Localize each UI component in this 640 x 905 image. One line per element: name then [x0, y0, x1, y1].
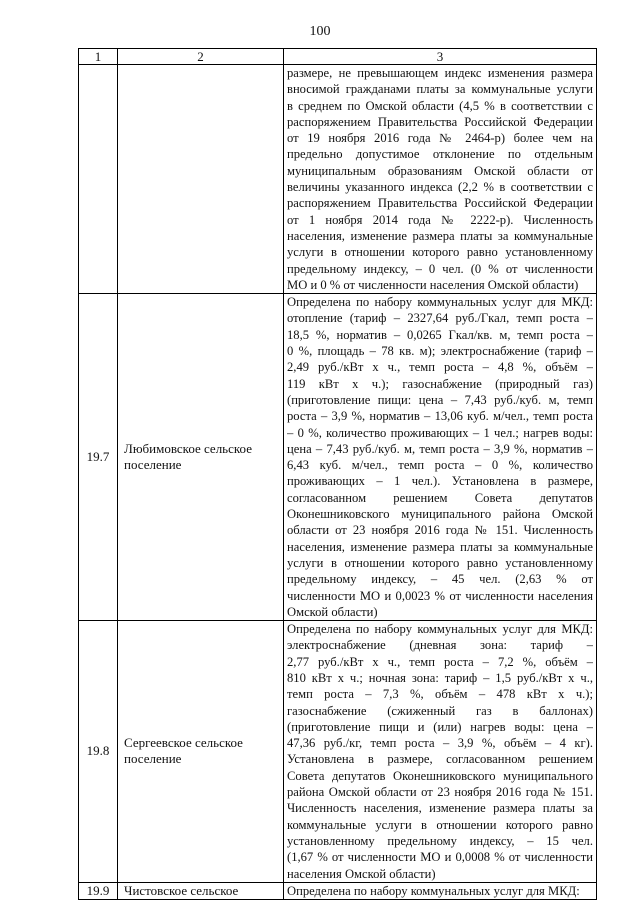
text-line: проживающих – 1 чел.). Установлена в размере,: [287, 474, 593, 489]
text-line: 0 %, площадь – 78 кв. м); электроснабжение (тариф –: [287, 344, 593, 359]
text-line: согласованном решением Совета депутатов: [287, 490, 593, 505]
table-row: [79, 621, 597, 883]
text-line: (1,67 % от численности МО и 0,0008 % от численности: [287, 850, 593, 865]
text-line: – 0 %, количество проживающих – 1 чел.; нагрев воды:: [287, 425, 593, 440]
text-line: темп роста – 7,3 %, объём – 478 кВт х ч.);: [287, 687, 593, 702]
text-line: услуги в отношении которого равно установленному: [287, 245, 593, 260]
table-row: [79, 294, 597, 621]
description-cell: [284, 65, 597, 294]
row-number: 19.8: [79, 621, 118, 883]
text-line: установленному предельному индексу, – 15 чел.: [287, 833, 593, 848]
settlement-name: Сергеевское сельское поселение: [118, 621, 284, 883]
column-header: 2: [118, 49, 284, 65]
settlement-name: [118, 65, 284, 294]
description-cell: [284, 882, 597, 899]
text-line: Определена по набору коммунальных услуг для МКД:: [287, 295, 593, 310]
text-line: 810 кВт х ч.; ночная зона: тариф – 1,5 руб./кВт х ч.,: [287, 670, 593, 685]
text-line: области от 23 ноября 2016 года № 151. Численность: [287, 523, 593, 538]
text-line: от 19 ноября 2016 года № 2464-р) более чем на: [287, 131, 593, 146]
text-line: района Омской области от 23 ноября 2016 года № 151.: [287, 785, 593, 800]
text-line: МО и 0 % от численности населения Омской области): [287, 277, 579, 292]
text-line: газоснабжение (сжиженный газ в баллонах): [287, 703, 593, 718]
column-header: 1: [79, 49, 118, 65]
description-cell: [284, 621, 597, 883]
text-line: величины указанного индекса (2,2 % в соответствии с: [287, 180, 593, 195]
text-line: Определена по набору коммунальных услуг для МКД:: [287, 883, 580, 898]
text-line: Установлена в размере, согласованном решением: [287, 752, 593, 767]
text-line: 47,36 руб./кг, темп роста – 3,9 %, объём – 4 кг).: [287, 736, 593, 751]
text-line: распоряжением Правительства Российской Федерации: [287, 196, 593, 211]
row-number: 19.7: [79, 294, 118, 621]
text-line: предельно допустимое отклонение по отдельным: [287, 147, 593, 162]
text-line: от 1 ноября 2014 года № 2222-р). Численность: [287, 212, 593, 227]
text-line: распоряжением Правительства Российской Федерации: [287, 114, 593, 129]
text-line: населения, изменение размера платы за коммунальные: [287, 228, 593, 243]
table-row: [79, 65, 597, 294]
text-line: численности МО и 0,0023 % от численности населения: [287, 588, 593, 603]
settlement-name: Любимовское сельское поселение: [118, 294, 284, 621]
column-header: 3: [284, 49, 597, 65]
text-line: 2,77 руб./кВт х ч., темп роста – 7,2 %, объём –: [287, 654, 593, 669]
text-line: населения, изменение размера платы за коммунальные: [287, 539, 593, 554]
text-line: предельному индексу, – 0 чел. (0 % от численности: [287, 261, 593, 276]
table-header-row: [79, 49, 597, 65]
text-line: отопление (тариф – 2327,64 руб./Гкал, темп роста –: [287, 311, 593, 326]
text-line: Определена по набору коммунальных услуг для МКД:: [287, 622, 593, 637]
text-line: Омской области): [287, 604, 378, 619]
text-line: в среднем по Омской области (4,5 % в соответствии с: [287, 98, 593, 113]
text-line: 119 кВт х ч.); газоснабжение (природный газ): [287, 376, 593, 391]
text-line: 2,49 руб./кВт х ч., темп роста – 4,8 %, объём –: [287, 360, 593, 375]
text-line: Оконешниковского муниципального района Омской: [287, 507, 593, 522]
table-row: [79, 882, 597, 899]
text-line: роста – 3,9 %, норматив – 13,06 куб. м/чел., темп роста: [287, 409, 593, 424]
text-line: электроснабжение (дневная зона: тариф –: [287, 638, 593, 653]
settlement-name: Чистовское сельское: [118, 882, 284, 899]
text-line: Совета депутатов Оконешниковского муниципального: [287, 768, 593, 783]
text-line: предельному индексу, – 45 чел. (2,63 % от: [287, 572, 593, 587]
data-table: [78, 48, 597, 900]
row-number: [79, 65, 118, 294]
description-cell: [284, 294, 597, 621]
text-line: цена – 7,43 руб./куб. м, темп роста – 3,9 %, норматив –: [287, 441, 593, 456]
text-line: вносимой гражданами платы за коммунальные услуги: [287, 82, 593, 97]
text-line: Численность населения, изменение размера платы за: [287, 801, 593, 816]
text-line: населения Омской области): [287, 866, 436, 881]
text-line: размере, не превышающем индекс изменения размера: [287, 66, 593, 80]
text-line: (приготовление пищи: цена – 7,43 руб./куб. м, темп: [287, 392, 593, 407]
text-line: 6,43 куб. м/чел., темп роста – 0 %, количество: [287, 458, 593, 473]
text-line: (приготовление пищи и (или) нагрев воды: цена –: [287, 719, 593, 734]
text-line: 18,5 %, норматив – 0,0265 Гкал/кв. м, темп роста –: [287, 327, 593, 342]
text-line: муниципальным образованиям Омской области от: [287, 163, 593, 178]
page-number: 100: [309, 24, 331, 39]
text-line: коммунальные услуги в отношении которого равно: [287, 817, 593, 832]
text-line: услуги в отношении которого равно установленному: [287, 555, 593, 570]
row-number: 19.9: [79, 882, 118, 899]
